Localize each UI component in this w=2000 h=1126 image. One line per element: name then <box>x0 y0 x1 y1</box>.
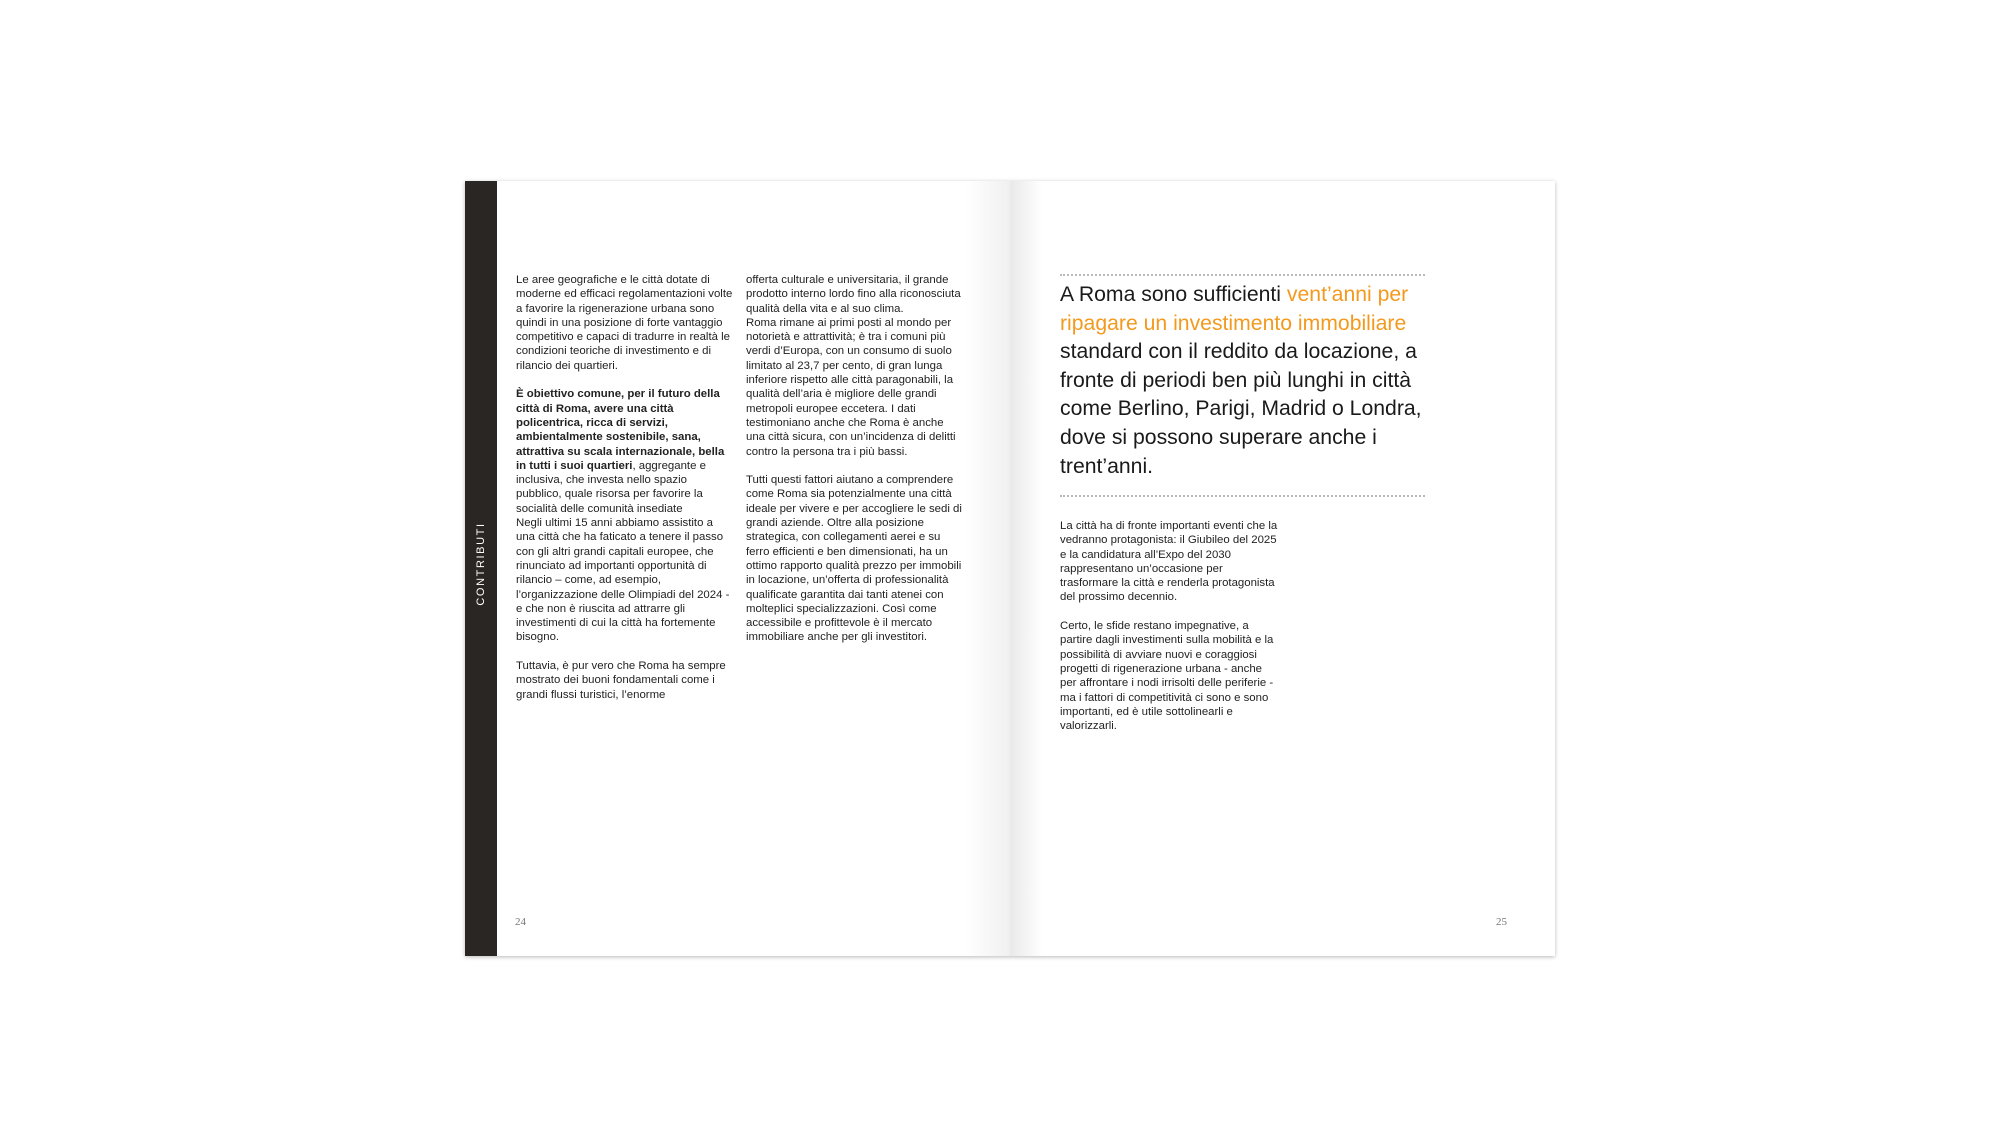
quote-text: standard con il reddito da locazione, a fronte di periodi ben più lunghi in città come Berlino, Parigi, Madrid o Londra, dove si possono superare anche i trent’anni. <box>1060 340 1422 478</box>
dotted-rule-top <box>1060 274 1425 276</box>
page-number: 25 <box>1496 916 1507 928</box>
paragraph: Le aree geografiche e le città dotate di moderne ed efficaci regolamentazioni volte a favorire la rigenerazione urbana sono quindi in una posizione di forte vantaggio competitivo e capaci di tradurre in realtà le condizioni teoriche di investimento e di rilancio dei quartieri. <box>516 274 733 372</box>
page-number: 24 <box>515 916 526 928</box>
paragraph-text: , aggregante e inclusiva, che investa nello spazio pubblico, quale risorsa per favorire la socialità delle comunità insediate <box>516 459 706 515</box>
section-band <box>465 181 497 956</box>
quote-highlight: vent’anni per ripagare un investimento immobiliare <box>1060 283 1409 335</box>
paragraph-text: Negli ultimi 15 anni abbiamo assistito a una città che ha faticato a tenere il passo con gli altri grandi capitali europee, che rinunciato ad importanti opportunità di rilancio – come, ad esempio, l’organizzazione delle Olimpiadi del 2024 - e che non è riuscita ad attrarre gli investimenti di cui la città ha fortemente bisogno. <box>516 517 730 644</box>
left-column-2 <box>746 273 964 659</box>
book-spread <box>465 181 1555 956</box>
bold-text: È obiettivo comune, per il futuro della città di Roma, avere una città policentrica, ricca di servizi, ambientalmente sostenibile, sana, attrattiva su scala internazionale, bella in tutti i suoi quartieri <box>516 388 725 472</box>
dotted-rule-bottom <box>1060 495 1425 497</box>
paragraph-text: offerta culturale e universitaria, il grande prodotto interno lordo fino alla riconosciuta qualità della vita e al suo clima. <box>746 274 961 315</box>
paragraph: Certo, le sfide restano impegnative, a partire dagli investimenti sulla mobilità e la possibilità di avviare nuovi e coraggiosi progetti di rigenerazione urbana - anche per affrontare i nodi irrisolti delle periferie - ma i fattori di competitività ci sono e sono importanti, ed è utile sottolinearli e valorizzarli. <box>1060 620 1274 733</box>
paragraph-mixed <box>516 387 734 644</box>
left-page <box>465 181 1010 956</box>
paragraph: Tutti questi fattori aiutano a comprendere come Roma sia potenzialmente una città ideale per vivere e per accogliere le sedi di grandi aziende. Oltre alla posizione strategica, con collegamenti aerei e su ferro efficienti e ben dimensionati, ha un ottimo rapporto qualità prezzo per immobili in locazione, un’offerta di professionalità qualificate garantita dai tanti atenei con molteplici specializzazioni. Così come accessibile e profittevole è il mercato immobiliare anche per gli investitori. <box>746 474 962 644</box>
pull-quote <box>1060 281 1440 481</box>
left-column-1 <box>516 273 734 716</box>
section-label: CONTRIBUTI <box>475 522 487 606</box>
paragraph: Tuttavia, è pur vero che Roma ha sempre mostrato dei buoni fondamentali come i grandi flussi turistici, l’enorme <box>516 660 726 701</box>
right-body-text <box>1060 519 1278 748</box>
paragraph-text: Roma rimane ai primi posti al mondo per notorietà e attrattività; è tra i comuni più verdi d’Europa, con un consumo di suolo limitato al 23,7 per cento, di gran lunga inferiore rispetto alle città paragonabili, la qualità dell’aria è migliore delle grandi metropoli europee eccetera. I dati testimoniano anche che Roma è anche una città sicura, con un’incidenza di delitti contro la persona tra i più bassi. <box>746 316 956 458</box>
quote-text: A Roma sono sufficienti <box>1060 283 1287 306</box>
right-page <box>1010 181 1555 956</box>
paragraph: La città ha di fronte importanti eventi che la vedranno protagonista: il Giubileo del 2025 e la candidatura all’Expo del 2030 rappresentano un’occasione per trasformare la città e renderla protagonista del prossimo decennio. <box>1060 520 1278 604</box>
paragraph-group <box>746 273 964 459</box>
